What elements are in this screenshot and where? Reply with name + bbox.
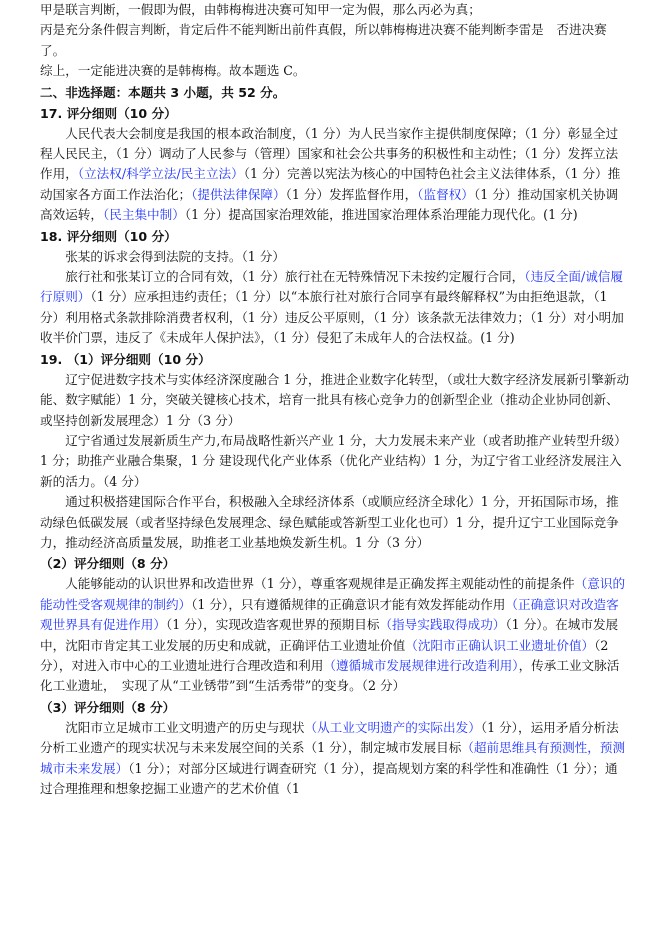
- q19-paragraph-5: [40, 718, 630, 800]
- keyword-highlight: （遵循城市发展规律进行改造利用）: [323, 657, 519, 673]
- text-run: （1 分），只有遵循规律的正确意识才能有效发挥能动作用: [191, 596, 506, 612]
- answer-line-1: 甲是联言判断，一假即为假，由韩梅梅进决赛可知甲一定为假，那么丙必为真；: [40, 2, 481, 17]
- text-run: （2 分），对进入市中心的工业遗址进行合理改造和利用: [40, 637, 609, 673]
- section-title: 二、非选择题：本题共 3 小题，共 52 分。: [40, 84, 286, 100]
- text-run: （1 分）。在城市发展中，沈阳市肯定其工业发展的历史和成就，正确评估工业遗址价值: [40, 617, 619, 653]
- q19-paragraph-2: 辽宁省通过发展新质生产力,布局战略性新兴产业 1 分，大力发展未来产业（或者助推产业转型升级）1 分；助推产业融合集聚，1 分 建设现代化产业体系（优化产业结构）1 分，为辽宁省工业经济发展注入新的活力。（4 分）: [40, 432, 627, 489]
- q18-paragraph-1: 张某的诉求会得到法院的支持。（1 分）: [65, 248, 285, 264]
- keyword-highlight: （民主集中制）: [102, 207, 185, 223]
- text-run: ，传承工业文脉活化工业遗址， 实现了从“工业锈带”到“生活秀带”的变身。（2 分）: [40, 657, 620, 694]
- keyword-highlight: （正确意识对改造客观世界具有促进作用）: [40, 596, 619, 633]
- q19-2-heading: （2）评分细则（8 分）: [40, 556, 176, 572]
- text-run: （1 分）发挥监督作用，: [285, 186, 418, 202]
- keyword-highlight: （指导实践取得成功）: [379, 617, 506, 633]
- text-run: （1 分），实现改造客观世界的预期目标: [165, 617, 380, 633]
- q18-heading: 18. 评分细则（10 分）: [40, 228, 177, 244]
- answer-line-3: 综上，一定能进决赛的是韩梅梅。故本题选 C。: [40, 63, 306, 79]
- document-page: [40, 0, 630, 799]
- q19-paragraph-3: 通过积极搭建国际合作平台，积极融入全球经济体系（或顺应经济全球化）1 分，开拓国际市场，推动绿色低碳发展（或者坚持绿色发展理念、绿色赋能或答新型工业化也可）1 分，提升辽宁工业国际竞争力，推动经济高质量发展，助推老工业基地焕发新生机。1 分（3 分）: [40, 494, 619, 550]
- text-run: 人民代表大会制度是我国的根本政治制度，（1 分）为人民当家作主提供制度保障；（1 分）彰显全过程人民民主，（1 分）调动了人民参与（管理）国家和社会公共事务的积极性和主动性；（1 分）发挥立法作用，: [40, 125, 619, 182]
- text-run: 旅行社和张某订立的合同有效，（1 分）旅行社在无特殊情况下未按约定履行合同，: [65, 269, 525, 285]
- text-run: （1 分）完善以宪法为核心的中国特色社会主义法律体系，（1 分）推动国家各方面工作法治化；: [40, 166, 621, 202]
- q17-heading: 17. 评分细则（10 分）: [40, 105, 177, 121]
- keyword-highlight: （超前思维具有预测性，预测城市未来发展）: [40, 740, 626, 776]
- q17-paragraph: [40, 124, 630, 226]
- keyword-highlight: （监督权）: [417, 186, 474, 202]
- keyword-highlight: （沈阳市正确认识工业遗址价值）: [405, 637, 595, 653]
- answer-line-2: 丙是充分条件假言判断，肯定后件不能判断出前件真假，所以韩梅梅进决赛不能判断李雷是 否进决赛了。: [40, 22, 607, 58]
- text-run: （1 分）应承担违约责任；（1 分）以“本旅行社对旅行合同享有最终解释权”为由拒绝退款，（1 分）利用格式条款排除消费者权利，（1 分）违反公平原则，（1 分）该条款无法律效力；（1 分）对小明加收半价门票，违反了《未成年人保护法》，（1 分）侵犯了未成年人的合法权益。(1 分): [40, 289, 624, 346]
- text-run: 人能够能动的认识世界和改造世界（1 分），尊重客观规律是正确发挥主观能动性的前提条件: [65, 576, 575, 592]
- q19-paragraph-4: [40, 574, 630, 696]
- keyword-highlight: （违反全面/诚信履行原则）: [40, 269, 623, 305]
- keyword-highlight: （立法权/科学立法/民主立法）: [77, 166, 244, 182]
- q19-1-heading: 19. （1）评分细则（10 分）: [40, 351, 211, 367]
- keyword-highlight: （提供法律保障）: [191, 186, 286, 202]
- q19-3-heading: （3）评分细则（8 分）: [40, 699, 176, 715]
- text-run: 沈阳市立足城市工业文明遗产的历史与现状: [65, 719, 305, 735]
- keyword-highlight: （意识的能动性受客观规律的制约）: [40, 576, 626, 612]
- text-run: （1 分），运用矛盾分析法分析工业遗产的现实状况与未来发展空间的关系（1 分），制定城市发展目标: [40, 719, 619, 756]
- q19-paragraph-1: 辽宁促进数字技术与实体经济深度融合 1 分，推进企业数字化转型，（或壮大数字经济发展新引擎新动能、数字赋能）1 分，突破关键核心技术，培育一批具有核心竞争力的创新型企业（推动企业协同创新、或坚持创新发展理念）1 分（3 分）: [40, 371, 630, 428]
- text-run: （1 分）提高国家治理效能，推进国家治理体系治理能力现代化。(1 分): [184, 207, 578, 223]
- text-run: （1 分）推动国家机关协调高效运转，: [40, 186, 619, 223]
- keyword-highlight: （从工业文明遗产的实际出发）: [304, 719, 481, 735]
- q18-paragraph-2: [40, 267, 630, 349]
- text-run: （1 分）；对部分区域进行调查研究（1 分），提高规划方案的科学性和准确性（1 分）；通过合理推理和想象挖掘工业遗产的艺术价值（1: [40, 760, 618, 796]
